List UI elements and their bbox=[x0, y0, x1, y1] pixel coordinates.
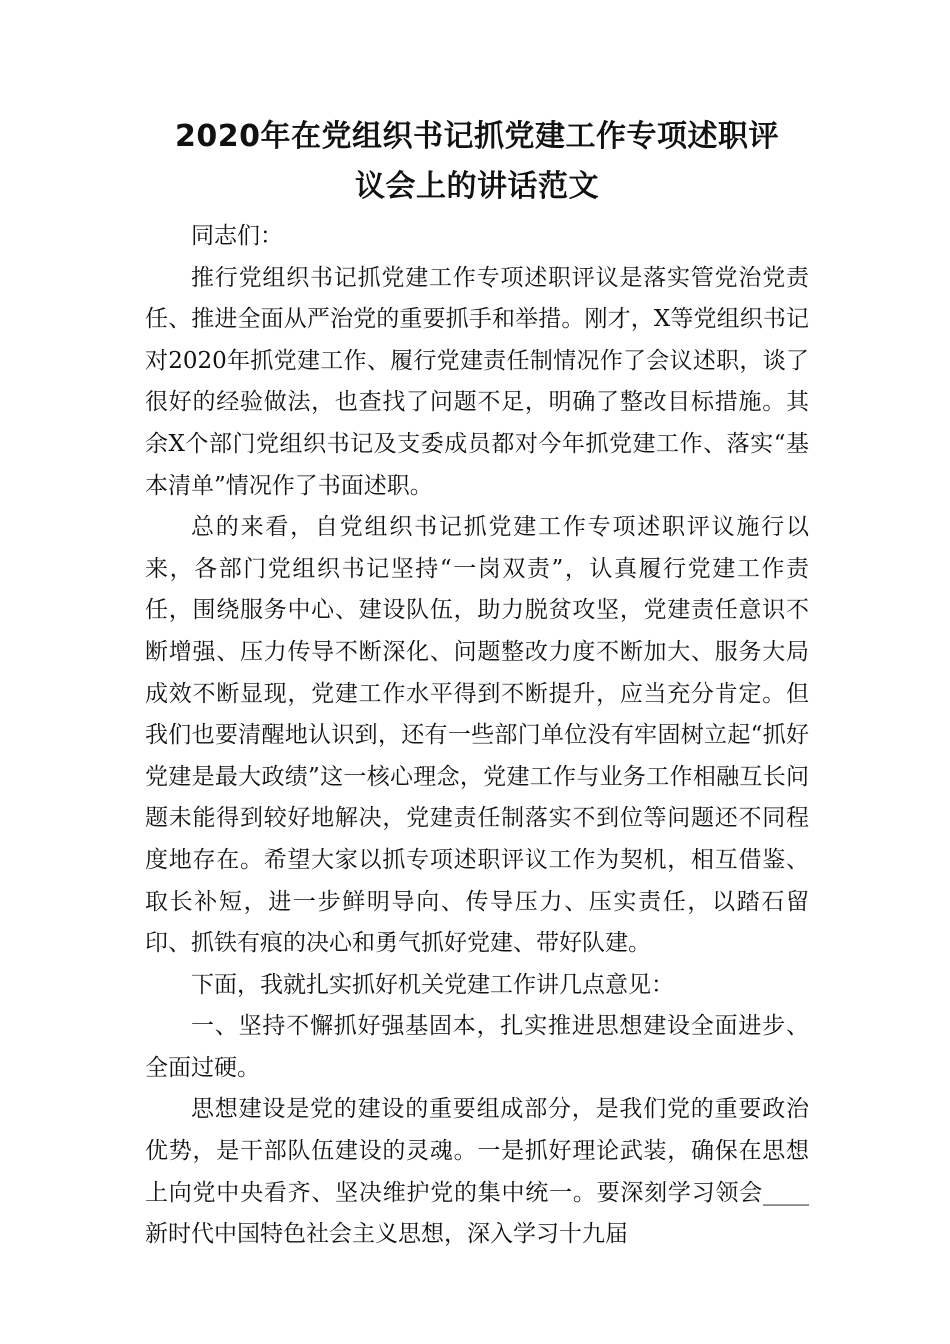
title-line-1: 2020年在党组织书记抓党建工作专项述职评 bbox=[175, 119, 779, 154]
paragraph-transition: 下面，我就扎实抓好机关党建工作讲几点意见： bbox=[191, 971, 674, 998]
paragraph-section-1: 思想建设是党的建设的重要组成部分，是我们党的重要政治优势，是干部队伍建设的灵魂。一是抓好理论武装，确保在思想上向党中央看齐、坚决维护党的集中统一。要深刻学习领会____新时代中国特色社会主义思想，深入学习十九届 bbox=[145, 1096, 809, 1248]
paragraph-summary: 总的来看，自党组织书记抓党建工作专项述职评议施行以来，各部门党组织书记坚持“一岗双责”，认真履行党建工作责任，围绕服务中心、建设队伍，助力脱贫攻坚，党建责任意识不断增强、压力传导不断深化、问题整改力度不断加大、服务大局成效不断显现，党建工作水平得到不断提升，应当充分肯定。但我们也要清醒地认识到，还有一些部门单位没有牢固树立起“抓好党建是最大政绩”这一核心理念，党建工作与业务工作相融互长问题未能得到较好地解决，党建责任制落实不到位等问题还不同程度地存在。希望大家以抓专项述职评议工作为契机，相互借鉴、取长补短，进一步鲜明导向、传导压力、压实责任，以踏石留印、抓铁有痕的决心和勇气抓好党建、带好队建。 bbox=[145, 514, 809, 957]
document-page bbox=[145, 112, 809, 1256]
document-body bbox=[145, 216, 809, 1256]
salutation: 同志们： bbox=[191, 223, 283, 249]
section-heading-1: 一、坚持不懈抓好强基固本，扎实推进思想建设全面进步、全面过硬。 bbox=[145, 1013, 809, 1081]
document-title bbox=[145, 112, 809, 212]
paragraph-intro: 推行党组织书记抓党建工作专项述职评议是落实管党治党责任、推进全面从严治党的重要抓手和举措。刚才，X等党组织书记对2020年抓党建工作、履行党建责任制情况作了会议述职，谈了很好的经验做法，也查找了问题不足，明确了整改目标措施。其余X个部门党组织书记及支委成员都对今年抓党建工作、落实“基本清单”情况作了书面述职。 bbox=[145, 264, 809, 499]
title-line-2: 议会上的讲话范文 bbox=[355, 169, 599, 204]
